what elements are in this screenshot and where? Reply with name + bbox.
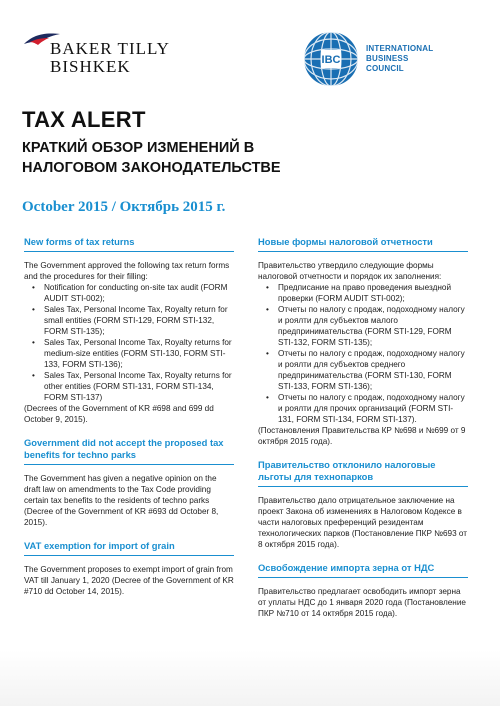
section-divider (258, 577, 468, 578)
section-text: The Government proposes to exempt import of grain from VAT till January 1, 2020 (Decree of the Government of KR #710 dd October 14, 2015). (24, 565, 234, 596)
list-item: • Отчеты по налогу с продаж, подоходному налогу и роялти для субъектов среднего предпринимательства (FORM STI-130, FORM STI-133, FORM STI-136); (278, 348, 468, 392)
section-title: Новые формы налоговой отчетности (258, 236, 433, 247)
section-intro: Правительство утвердило следующие формы налоговой отчетности и порядок их заполнения: (258, 261, 442, 281)
ibc-logo (302, 30, 482, 92)
section-new-forms-ru (258, 236, 468, 447)
brand-line-1: BAKER TILLY (50, 39, 170, 58)
section-divider (24, 464, 234, 465)
section-divider (24, 251, 234, 252)
page-bottom-shade (0, 650, 500, 706)
baker-tilly-logo (22, 30, 182, 80)
section-divider (24, 555, 234, 556)
list-item: • Sales Tax, Personal Income Tax, Royalty returns for medium-size entities (FORM STI-130, FORM STI-133, FORM STI-136); (44, 337, 234, 370)
ibc-line-1: INTERNATIONAL (366, 44, 434, 53)
forms-list (24, 282, 234, 403)
ibc-line-2: BUSINESS (366, 54, 409, 63)
russian-column (258, 236, 468, 631)
section-intro: The Government approved the following tax return forms and the procedures for their filling: (24, 261, 230, 281)
list-item: • Отчеты по налогу с продаж, подоходному налогу и роялти для субъектов малого предпринимательства (FORM STI-129, FORM STI-132, FORM STI-135); (278, 304, 468, 348)
forms-list (258, 282, 468, 425)
section-title: VAT exemption for import of grain (24, 540, 175, 551)
section-title: New forms of tax returns (24, 236, 135, 247)
section-note: (Постановления Правительства КР №698 и №699 от 9 октября 2015 года). (258, 426, 466, 446)
list-item: • Sales Tax, Personal Income Tax, Royalty return for small entities (FORM STI-129, FORM STI-132, FORM STI-135); (44, 304, 234, 337)
section-title: Освобождение импорта зерна от НДС (258, 562, 435, 573)
page-title: TAX ALERT (22, 107, 146, 132)
section-text: The Government has given a negative opinion on the draft law on amendments to the Tax Code providing certain tax benefits to the residents of techno parks (Decree of the Government of KR #693 dd October 8, 2015). (24, 474, 219, 527)
section-title: Government did not accept the proposed tax benefits for techno parks (24, 437, 224, 460)
brand-line-2: BISHKEK (50, 57, 131, 76)
section-divider (258, 486, 468, 487)
section-text: Правительство дало отрицательное заключение на проект Закона об изменениях в Налоговом Кодексе в части налоговых преференций резидентам технологических парков (Постановление ПКР №693 от 8 октября 2015 года). (258, 496, 468, 549)
issue-date: October 2015 / Октябрь 2015 г. (22, 199, 226, 215)
page-subtitle: КРАТКИЙ ОБЗОР ИЗМЕНЕНИЙ В НАЛОГОВОМ ЗАКОНОДАТЕЛЬСТВЕ (22, 140, 281, 176)
ibc-line-3: COUNCIL (366, 64, 404, 73)
section-divider (258, 251, 468, 252)
section-techno-parks (24, 437, 234, 528)
section-techno-parks-ru (258, 459, 468, 550)
section-new-forms (24, 236, 234, 425)
globe-icon (302, 30, 360, 88)
list-item: • Notification for conducting on-site tax audit (FORM AUDIT STI-002); (44, 282, 234, 304)
list-item: • Предписание на право проведения выездной проверки (FORM AUDIT STI-002); (278, 282, 468, 304)
section-vat-grain (24, 540, 234, 597)
list-item: • Sales Tax, Personal Income Tax, Royalty returns for other entities (FORM STI-131, FORM STI-134, FORM STI-137) (44, 370, 234, 403)
section-vat-grain-ru (258, 562, 468, 619)
section-note: (Decrees of the Government of KR #698 and 699 dd October 9, 2015). (24, 404, 214, 424)
section-title: Правительство отклонило налоговые льготы для технопарков (258, 459, 436, 482)
section-text: Правительство предлагает освободить импорт зерна от уплаты НДС до 1 января 2020 года (Постановление ПКР №710 от 14 октября 2015 года). (258, 587, 466, 618)
ibc-mark-text: IBC (321, 54, 341, 66)
list-item: • Отчеты по налогу с продаж, подоходному налогу и роялти для прочих организаций (FORM STI-131, FORM STI-134, FORM STI-137). (278, 392, 468, 425)
english-column (24, 236, 234, 609)
